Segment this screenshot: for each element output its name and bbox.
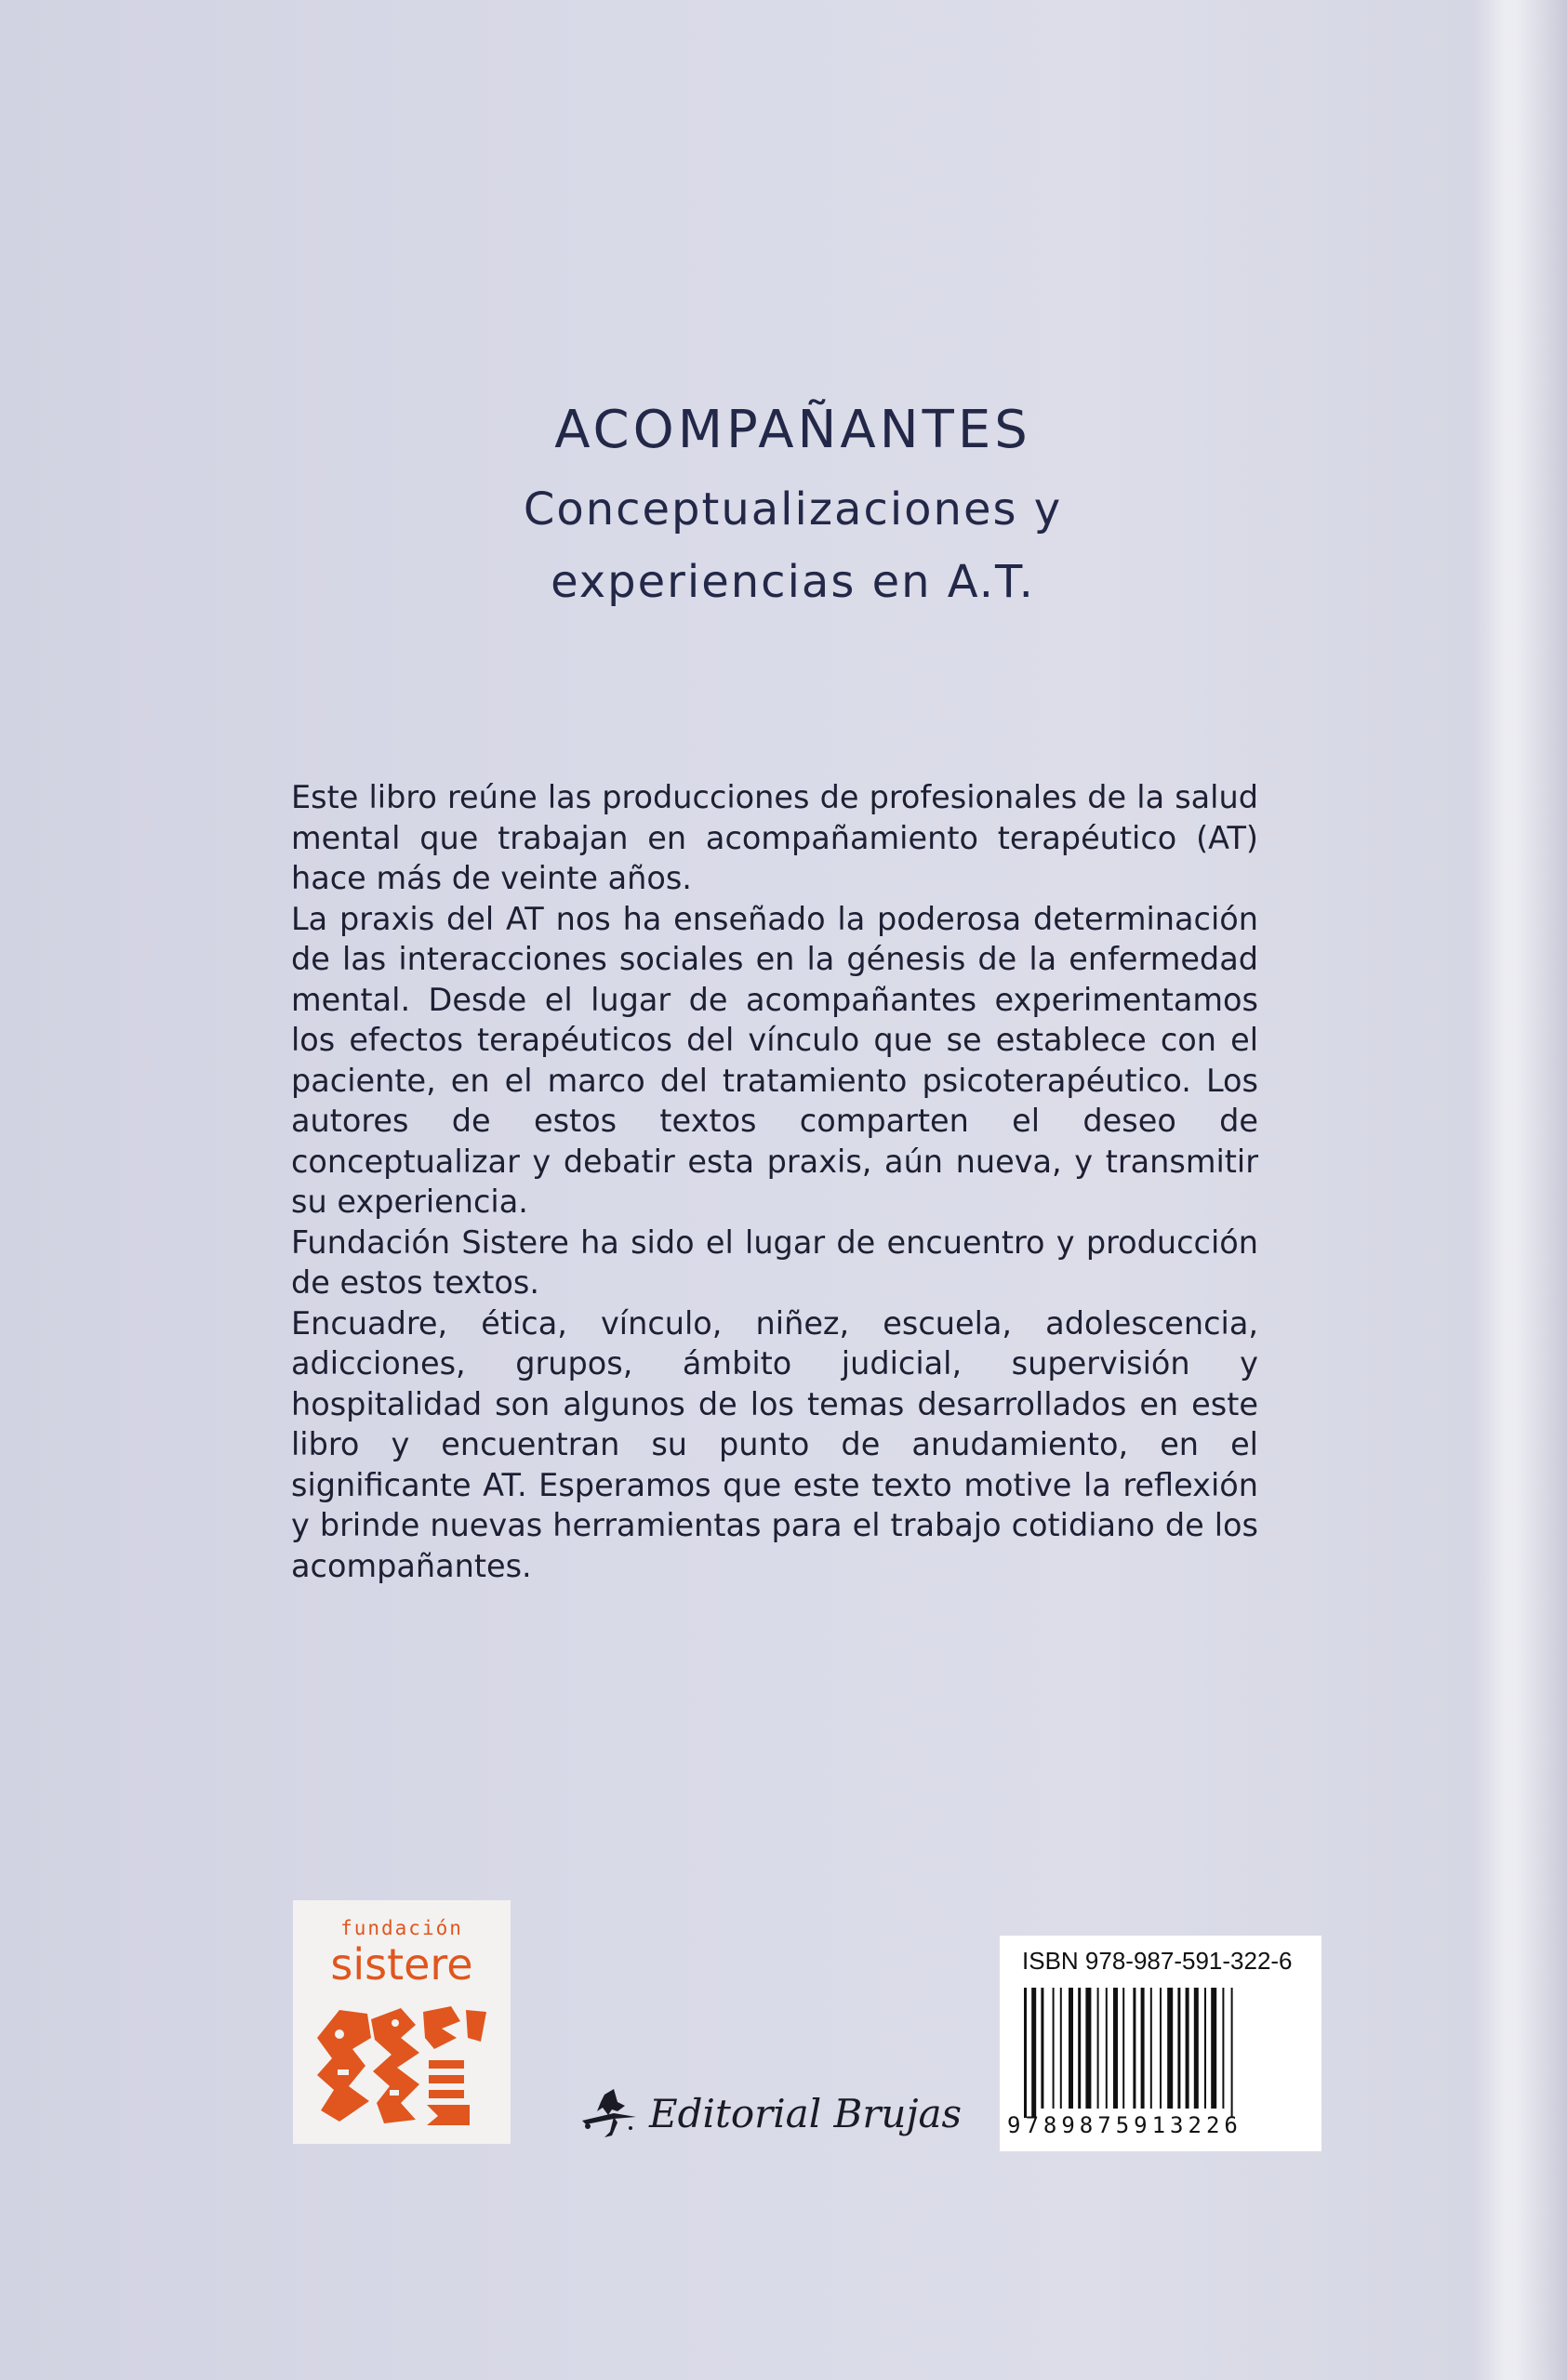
barcode-bar bbox=[1122, 1988, 1124, 2109]
blurb-paragraph: Este libro reúne las producciones de profesionales de la salud mental que trabajan en acompañamiento terapéutico (AT) hace más de veinte años. bbox=[291, 779, 1258, 896]
page-edge bbox=[1483, 0, 1567, 2380]
blurb bbox=[291, 777, 1258, 1586]
barcode-bar bbox=[1177, 1988, 1180, 2109]
blurb-paragraph: La praxis del AT nos ha enseñado la poderosa determinación de las interacciones sociales en la génesis de la enfermedad mental. Desde el lugar de acompañantes experimentamos los efectos terapéuticos del vínculo que se establece con el paciente, en el marco del tratamiento psicoterapéutico. Los autores de estos textos comparten el deseo de conceptualizar y debatir esta praxis, aún nueva, y transmitir su experiencia. bbox=[291, 900, 1258, 1220]
book-subtitle bbox=[9, 473, 1567, 618]
barcode-bar bbox=[1060, 1988, 1062, 2109]
fundacion-sistere-logo bbox=[293, 1900, 511, 2144]
barcode-bar bbox=[1069, 1988, 1073, 2109]
barcode-bar bbox=[1194, 1988, 1199, 2109]
barcode-digits: 9789875913226 bbox=[1007, 2112, 1242, 2138]
barcode-bar bbox=[1113, 1988, 1118, 2109]
barcode-bar bbox=[1211, 1988, 1216, 2109]
barcode-bar bbox=[1078, 1988, 1081, 2109]
barcode-bar bbox=[1031, 1988, 1036, 2118]
sistere-logo-icon bbox=[312, 2001, 492, 2131]
barcode-bar bbox=[1041, 1988, 1043, 2109]
barcode-bar bbox=[1141, 1988, 1145, 2109]
barcode-bar bbox=[1186, 1988, 1189, 2109]
logo-text-sistere: sistere bbox=[330, 1939, 473, 1990]
barcode-bar bbox=[1160, 1988, 1162, 2109]
barcode-bar bbox=[1167, 1988, 1173, 2109]
barcode-bar bbox=[1133, 1988, 1135, 2109]
title-block bbox=[0, 400, 1567, 618]
blurb-paragraph: Encuadre, ética, vínculo, niñez, escuela, adolescencia, adicciones, grupos, ámbito judicial, supervisión y hospitalidad son algunos de los temas desarrollados en este libro y encuentran su punto de anudamiento, en el significante AT. Esperamos que este texto motive la reflexión y brinde nuevas herramientas para el trabajo cotidiano de los acompañantes. bbox=[291, 1304, 1258, 1584]
publisher-logo bbox=[577, 2081, 962, 2146]
isbn-barcode-box bbox=[1000, 1936, 1321, 2151]
barcode-bar bbox=[1150, 1988, 1152, 2109]
barcode-bar bbox=[1204, 1988, 1206, 2109]
barcode-bar bbox=[1097, 1988, 1099, 2109]
barcode-bar bbox=[1085, 1988, 1091, 2109]
barcode-bar bbox=[1024, 1988, 1027, 2118]
subtitle-line-2: experiencias en A.T. bbox=[551, 556, 1035, 608]
subtitle-line-1: Conceptualizaciones y bbox=[523, 483, 1063, 536]
witch-icon bbox=[577, 2085, 642, 2141]
barcode-bar bbox=[1106, 1988, 1108, 2109]
barcode-bar bbox=[1053, 1988, 1055, 2109]
book-title: ACOMPAÑANTES bbox=[554, 400, 1031, 460]
barcode-bar bbox=[1231, 1988, 1233, 2118]
logo-text-fundacion: fundación bbox=[340, 1917, 463, 1939]
publisher-name: Editorial Brujas bbox=[649, 2090, 963, 2136]
isbn-label: ISBN 978-987-591-322-6 bbox=[1022, 1947, 1293, 1975]
blurb-paragraph: Fundación Sistere ha sido el lugar de encuentro y producción de estos textos. bbox=[291, 1223, 1258, 1301]
barcode-bar bbox=[1222, 1988, 1224, 2109]
